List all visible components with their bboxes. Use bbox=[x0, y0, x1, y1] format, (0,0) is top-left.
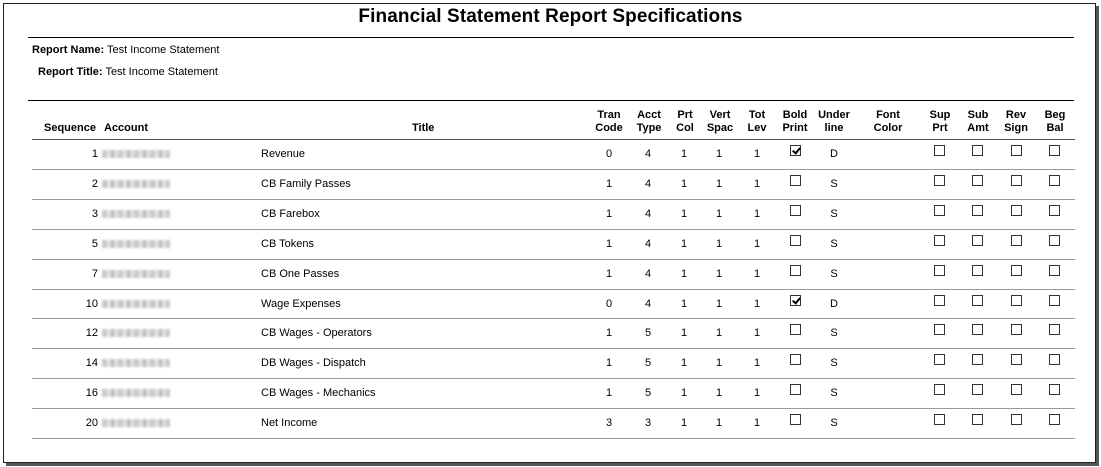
row-title: CB Tokens bbox=[261, 238, 314, 250]
report-name-label: Report Name: bbox=[32, 44, 105, 56]
header-acct-type bbox=[633, 109, 665, 135]
row-vert-spac: 1 bbox=[715, 417, 723, 429]
rev-sign-checkbox[interactable] bbox=[1011, 205, 1022, 216]
header-tot-lev bbox=[742, 109, 772, 135]
row-tran-code: 1 bbox=[605, 327, 613, 339]
row-underline: S bbox=[830, 417, 838, 429]
row-tot-lev: 1 bbox=[753, 178, 761, 190]
header-sup-prt bbox=[925, 109, 955, 135]
sub-amt-checkbox[interactable] bbox=[972, 145, 983, 156]
row-acct-type: 5 bbox=[644, 387, 652, 399]
row-sequence: 12 bbox=[85, 327, 98, 339]
report-title-line bbox=[38, 66, 218, 78]
row-vert-spac: 1 bbox=[715, 268, 723, 280]
row-tran-code: 1 bbox=[605, 178, 613, 190]
account-redacted bbox=[102, 300, 170, 308]
sup-prt-checkbox[interactable] bbox=[934, 324, 945, 335]
header-acct-type-line2: Type bbox=[636, 122, 662, 134]
header-sub-amt bbox=[963, 109, 993, 135]
row-tran-code: 1 bbox=[605, 387, 613, 399]
row-title: CB Family Passes bbox=[261, 178, 351, 190]
row-divider bbox=[32, 408, 1075, 409]
row-vert-spac: 1 bbox=[715, 327, 723, 339]
rev-sign-checkbox[interactable] bbox=[1011, 295, 1022, 306]
row-sequence: 1 bbox=[91, 148, 98, 160]
header-bottom-rule bbox=[32, 139, 1075, 140]
row-divider bbox=[32, 378, 1075, 379]
account-redacted bbox=[102, 210, 170, 218]
rev-sign-checkbox[interactable] bbox=[1011, 265, 1022, 276]
row-tot-lev: 1 bbox=[753, 417, 761, 429]
rev-sign-checkbox[interactable] bbox=[1011, 414, 1022, 425]
sup-prt-checkbox[interactable] bbox=[934, 175, 945, 186]
beg-bal-checkbox[interactable] bbox=[1049, 324, 1060, 335]
row-title: Net Income bbox=[261, 417, 318, 429]
row-vert-spac: 1 bbox=[715, 387, 723, 399]
header-vert-spac bbox=[704, 109, 736, 135]
row-sequence: 7 bbox=[91, 268, 98, 280]
rev-sign-checkbox[interactable] bbox=[1011, 324, 1022, 335]
row-underline: S bbox=[830, 357, 838, 369]
header-rev-sign-line1: Rev bbox=[1005, 109, 1027, 121]
row-tot-lev: 1 bbox=[753, 238, 761, 250]
header-tran-code-line2: Code bbox=[595, 122, 623, 134]
header-prt-col-line1: Prt bbox=[677, 109, 693, 121]
header-font-color-line1: Font bbox=[876, 109, 900, 121]
row-acct-type: 4 bbox=[644, 268, 652, 280]
sup-prt-checkbox[interactable] bbox=[934, 414, 945, 425]
account-redacted bbox=[102, 389, 170, 397]
beg-bal-checkbox[interactable] bbox=[1049, 145, 1060, 156]
row-prt-col: 1 bbox=[680, 268, 688, 280]
row-vert-spac: 1 bbox=[715, 178, 723, 190]
account-redacted bbox=[102, 329, 170, 337]
row-prt-col: 1 bbox=[680, 417, 688, 429]
header-bold-print-line1: Bold bbox=[782, 109, 808, 121]
header-vert-spac-line2: Spac bbox=[706, 122, 734, 134]
sub-amt-checkbox[interactable] bbox=[972, 384, 983, 395]
header-bold-print bbox=[778, 109, 812, 135]
bold-print-checkbox[interactable] bbox=[790, 324, 801, 335]
header-beg-bal bbox=[1040, 109, 1070, 135]
sup-prt-checkbox[interactable] bbox=[934, 384, 945, 395]
row-vert-spac: 1 bbox=[715, 148, 723, 160]
row-underline: S bbox=[830, 208, 838, 220]
report-title-label: Report Title: bbox=[38, 66, 103, 78]
row-prt-col: 1 bbox=[680, 178, 688, 190]
row-tran-code: 1 bbox=[605, 357, 613, 369]
row-vert-spac: 1 bbox=[715, 298, 723, 310]
account-redacted bbox=[102, 359, 170, 367]
bold-print-checkbox[interactable] bbox=[790, 265, 801, 276]
sup-prt-checkbox[interactable] bbox=[934, 205, 945, 216]
account-redacted bbox=[102, 240, 170, 248]
bold-print-checkbox[interactable] bbox=[790, 295, 801, 306]
header-sequence: Sequence bbox=[44, 122, 96, 134]
sub-amt-checkbox[interactable] bbox=[972, 414, 983, 425]
row-vert-spac: 1 bbox=[715, 208, 723, 220]
row-sequence: 2 bbox=[91, 178, 98, 190]
row-title: CB One Passes bbox=[261, 268, 340, 280]
row-divider bbox=[32, 289, 1075, 290]
row-sequence: 5 bbox=[91, 238, 98, 250]
row-divider bbox=[32, 318, 1075, 319]
rev-sign-checkbox[interactable] bbox=[1011, 175, 1022, 186]
header-under-line-line1: Under bbox=[818, 109, 850, 121]
row-vert-spac: 1 bbox=[715, 357, 723, 369]
account-redacted bbox=[102, 150, 170, 158]
sub-amt-checkbox[interactable] bbox=[972, 175, 983, 186]
bold-print-checkbox[interactable] bbox=[790, 175, 801, 186]
sub-amt-checkbox[interactable] bbox=[972, 324, 983, 335]
sub-amt-checkbox[interactable] bbox=[972, 205, 983, 216]
rev-sign-checkbox[interactable] bbox=[1011, 145, 1022, 156]
bold-print-checkbox[interactable] bbox=[790, 354, 801, 365]
sub-amt-checkbox[interactable] bbox=[972, 295, 983, 306]
heading-rule bbox=[28, 37, 1074, 38]
row-underline: S bbox=[830, 238, 838, 250]
beg-bal-checkbox[interactable] bbox=[1049, 414, 1060, 425]
header-bold-print-line2: Print bbox=[782, 122, 808, 134]
row-prt-col: 1 bbox=[680, 298, 688, 310]
rev-sign-checkbox[interactable] bbox=[1011, 235, 1022, 246]
row-prt-col: 1 bbox=[680, 357, 688, 369]
row-underline: D bbox=[830, 148, 838, 160]
row-acct-type: 4 bbox=[644, 238, 652, 250]
row-prt-col: 1 bbox=[680, 208, 688, 220]
rev-sign-checkbox[interactable] bbox=[1011, 384, 1022, 395]
header-beg-bal-line1: Beg bbox=[1044, 109, 1066, 121]
row-tot-lev: 1 bbox=[753, 268, 761, 280]
beg-bal-checkbox[interactable] bbox=[1049, 295, 1060, 306]
header-account: Account bbox=[104, 122, 148, 134]
sub-amt-checkbox[interactable] bbox=[972, 354, 983, 365]
header-sup-prt-line1: Sup bbox=[929, 109, 951, 121]
header-sup-prt-line2: Prt bbox=[932, 122, 948, 134]
row-tran-code: 0 bbox=[605, 148, 613, 160]
account-redacted bbox=[102, 180, 170, 188]
bold-print-checkbox[interactable] bbox=[790, 205, 801, 216]
row-title: Revenue bbox=[261, 148, 306, 160]
row-tot-lev: 1 bbox=[753, 208, 761, 220]
beg-bal-checkbox[interactable] bbox=[1049, 205, 1060, 216]
row-prt-col: 1 bbox=[680, 387, 688, 399]
header-title: Title bbox=[412, 122, 435, 134]
row-divider bbox=[32, 199, 1075, 200]
bold-print-checkbox[interactable] bbox=[790, 384, 801, 395]
row-title: CB Wages - Mechanics bbox=[261, 387, 376, 399]
bold-print-checkbox[interactable] bbox=[790, 235, 801, 246]
header-tran-code-line1: Tran bbox=[597, 109, 621, 121]
row-tran-code: 0 bbox=[605, 298, 613, 310]
row-vert-spac: 1 bbox=[715, 238, 723, 250]
account-redacted bbox=[102, 270, 170, 278]
sup-prt-checkbox[interactable] bbox=[934, 354, 945, 365]
sup-prt-checkbox[interactable] bbox=[934, 265, 945, 276]
row-sequence: 10 bbox=[85, 298, 98, 310]
row-acct-type: 4 bbox=[644, 298, 652, 310]
header-top-rule bbox=[28, 100, 1074, 101]
row-sequence: 16 bbox=[85, 387, 98, 399]
row-acct-type: 4 bbox=[644, 178, 652, 190]
row-tran-code: 3 bbox=[605, 417, 613, 429]
row-title: DB Wages - Dispatch bbox=[261, 357, 366, 369]
report-name-line bbox=[32, 44, 219, 56]
header-acct-type-line1: Acct bbox=[637, 109, 661, 121]
row-underline: D bbox=[830, 298, 838, 310]
header-tot-lev-line2: Lev bbox=[747, 122, 767, 134]
sub-amt-checkbox[interactable] bbox=[972, 235, 983, 246]
row-divider bbox=[32, 259, 1075, 260]
row-sequence: 14 bbox=[85, 357, 98, 369]
row-prt-col: 1 bbox=[680, 327, 688, 339]
header-sub-amt-line1: Sub bbox=[967, 109, 989, 121]
row-divider bbox=[32, 438, 1075, 439]
sup-prt-checkbox[interactable] bbox=[934, 145, 945, 156]
header-rev-sign bbox=[1001, 109, 1031, 135]
beg-bal-checkbox[interactable] bbox=[1049, 384, 1060, 395]
row-title: CB Wages - Operators bbox=[261, 327, 372, 339]
row-prt-col: 1 bbox=[680, 148, 688, 160]
row-prt-col: 1 bbox=[680, 238, 688, 250]
report-heading: Financial Statement Report Specifications bbox=[358, 6, 743, 27]
header-sub-amt-line2: Amt bbox=[967, 122, 989, 134]
report-name-value: Test Income Statement bbox=[106, 44, 220, 56]
header-tot-lev-line1: Tot bbox=[748, 109, 766, 121]
row-tran-code: 1 bbox=[605, 238, 613, 250]
header-prt-col-line2: Col bbox=[676, 122, 694, 134]
sup-prt-checkbox[interactable] bbox=[934, 295, 945, 306]
beg-bal-checkbox[interactable] bbox=[1049, 175, 1060, 186]
bold-print-checkbox[interactable] bbox=[790, 414, 801, 425]
row-underline: S bbox=[830, 327, 838, 339]
header-prt-col bbox=[670, 109, 700, 135]
header-font-color-line2: Color bbox=[873, 122, 903, 134]
row-tot-lev: 1 bbox=[753, 148, 761, 160]
header-beg-bal-line2: Bal bbox=[1046, 122, 1064, 134]
row-sequence: 20 bbox=[85, 417, 98, 429]
sup-prt-checkbox[interactable] bbox=[934, 235, 945, 246]
row-tran-code: 1 bbox=[605, 208, 613, 220]
row-acct-type: 4 bbox=[644, 148, 652, 160]
row-underline: S bbox=[830, 387, 838, 399]
row-underline: S bbox=[830, 268, 838, 280]
row-divider bbox=[32, 229, 1075, 230]
beg-bal-checkbox[interactable] bbox=[1049, 235, 1060, 246]
beg-bal-checkbox[interactable] bbox=[1049, 354, 1060, 365]
header-rev-sign-line2: Sign bbox=[1004, 122, 1028, 134]
row-acct-type: 5 bbox=[644, 327, 652, 339]
row-tot-lev: 1 bbox=[753, 298, 761, 310]
row-tot-lev: 1 bbox=[753, 357, 761, 369]
row-sequence: 3 bbox=[91, 208, 98, 220]
beg-bal-checkbox[interactable] bbox=[1049, 265, 1060, 276]
header-tran-code bbox=[593, 109, 625, 135]
row-title: CB Farebox bbox=[261, 208, 320, 220]
report-title-value: Test Income Statement bbox=[105, 66, 218, 78]
rev-sign-checkbox[interactable] bbox=[1011, 354, 1022, 365]
header-vert-spac-line1: Vert bbox=[709, 109, 731, 121]
row-divider bbox=[32, 169, 1075, 170]
row-tran-code: 1 bbox=[605, 268, 613, 280]
row-divider bbox=[32, 348, 1075, 349]
row-acct-type: 5 bbox=[644, 357, 652, 369]
account-redacted bbox=[102, 419, 170, 427]
row-tot-lev: 1 bbox=[753, 387, 761, 399]
bold-print-checkbox[interactable] bbox=[790, 145, 801, 156]
row-acct-type: 4 bbox=[644, 208, 652, 220]
sub-amt-checkbox[interactable] bbox=[972, 265, 983, 276]
header-under-line-line2: line bbox=[824, 122, 844, 134]
row-acct-type: 3 bbox=[644, 417, 652, 429]
row-title: Wage Expenses bbox=[261, 298, 341, 310]
row-underline: S bbox=[830, 178, 838, 190]
header-under-line bbox=[814, 109, 854, 135]
header-font-color bbox=[868, 109, 908, 135]
row-tot-lev: 1 bbox=[753, 327, 761, 339]
